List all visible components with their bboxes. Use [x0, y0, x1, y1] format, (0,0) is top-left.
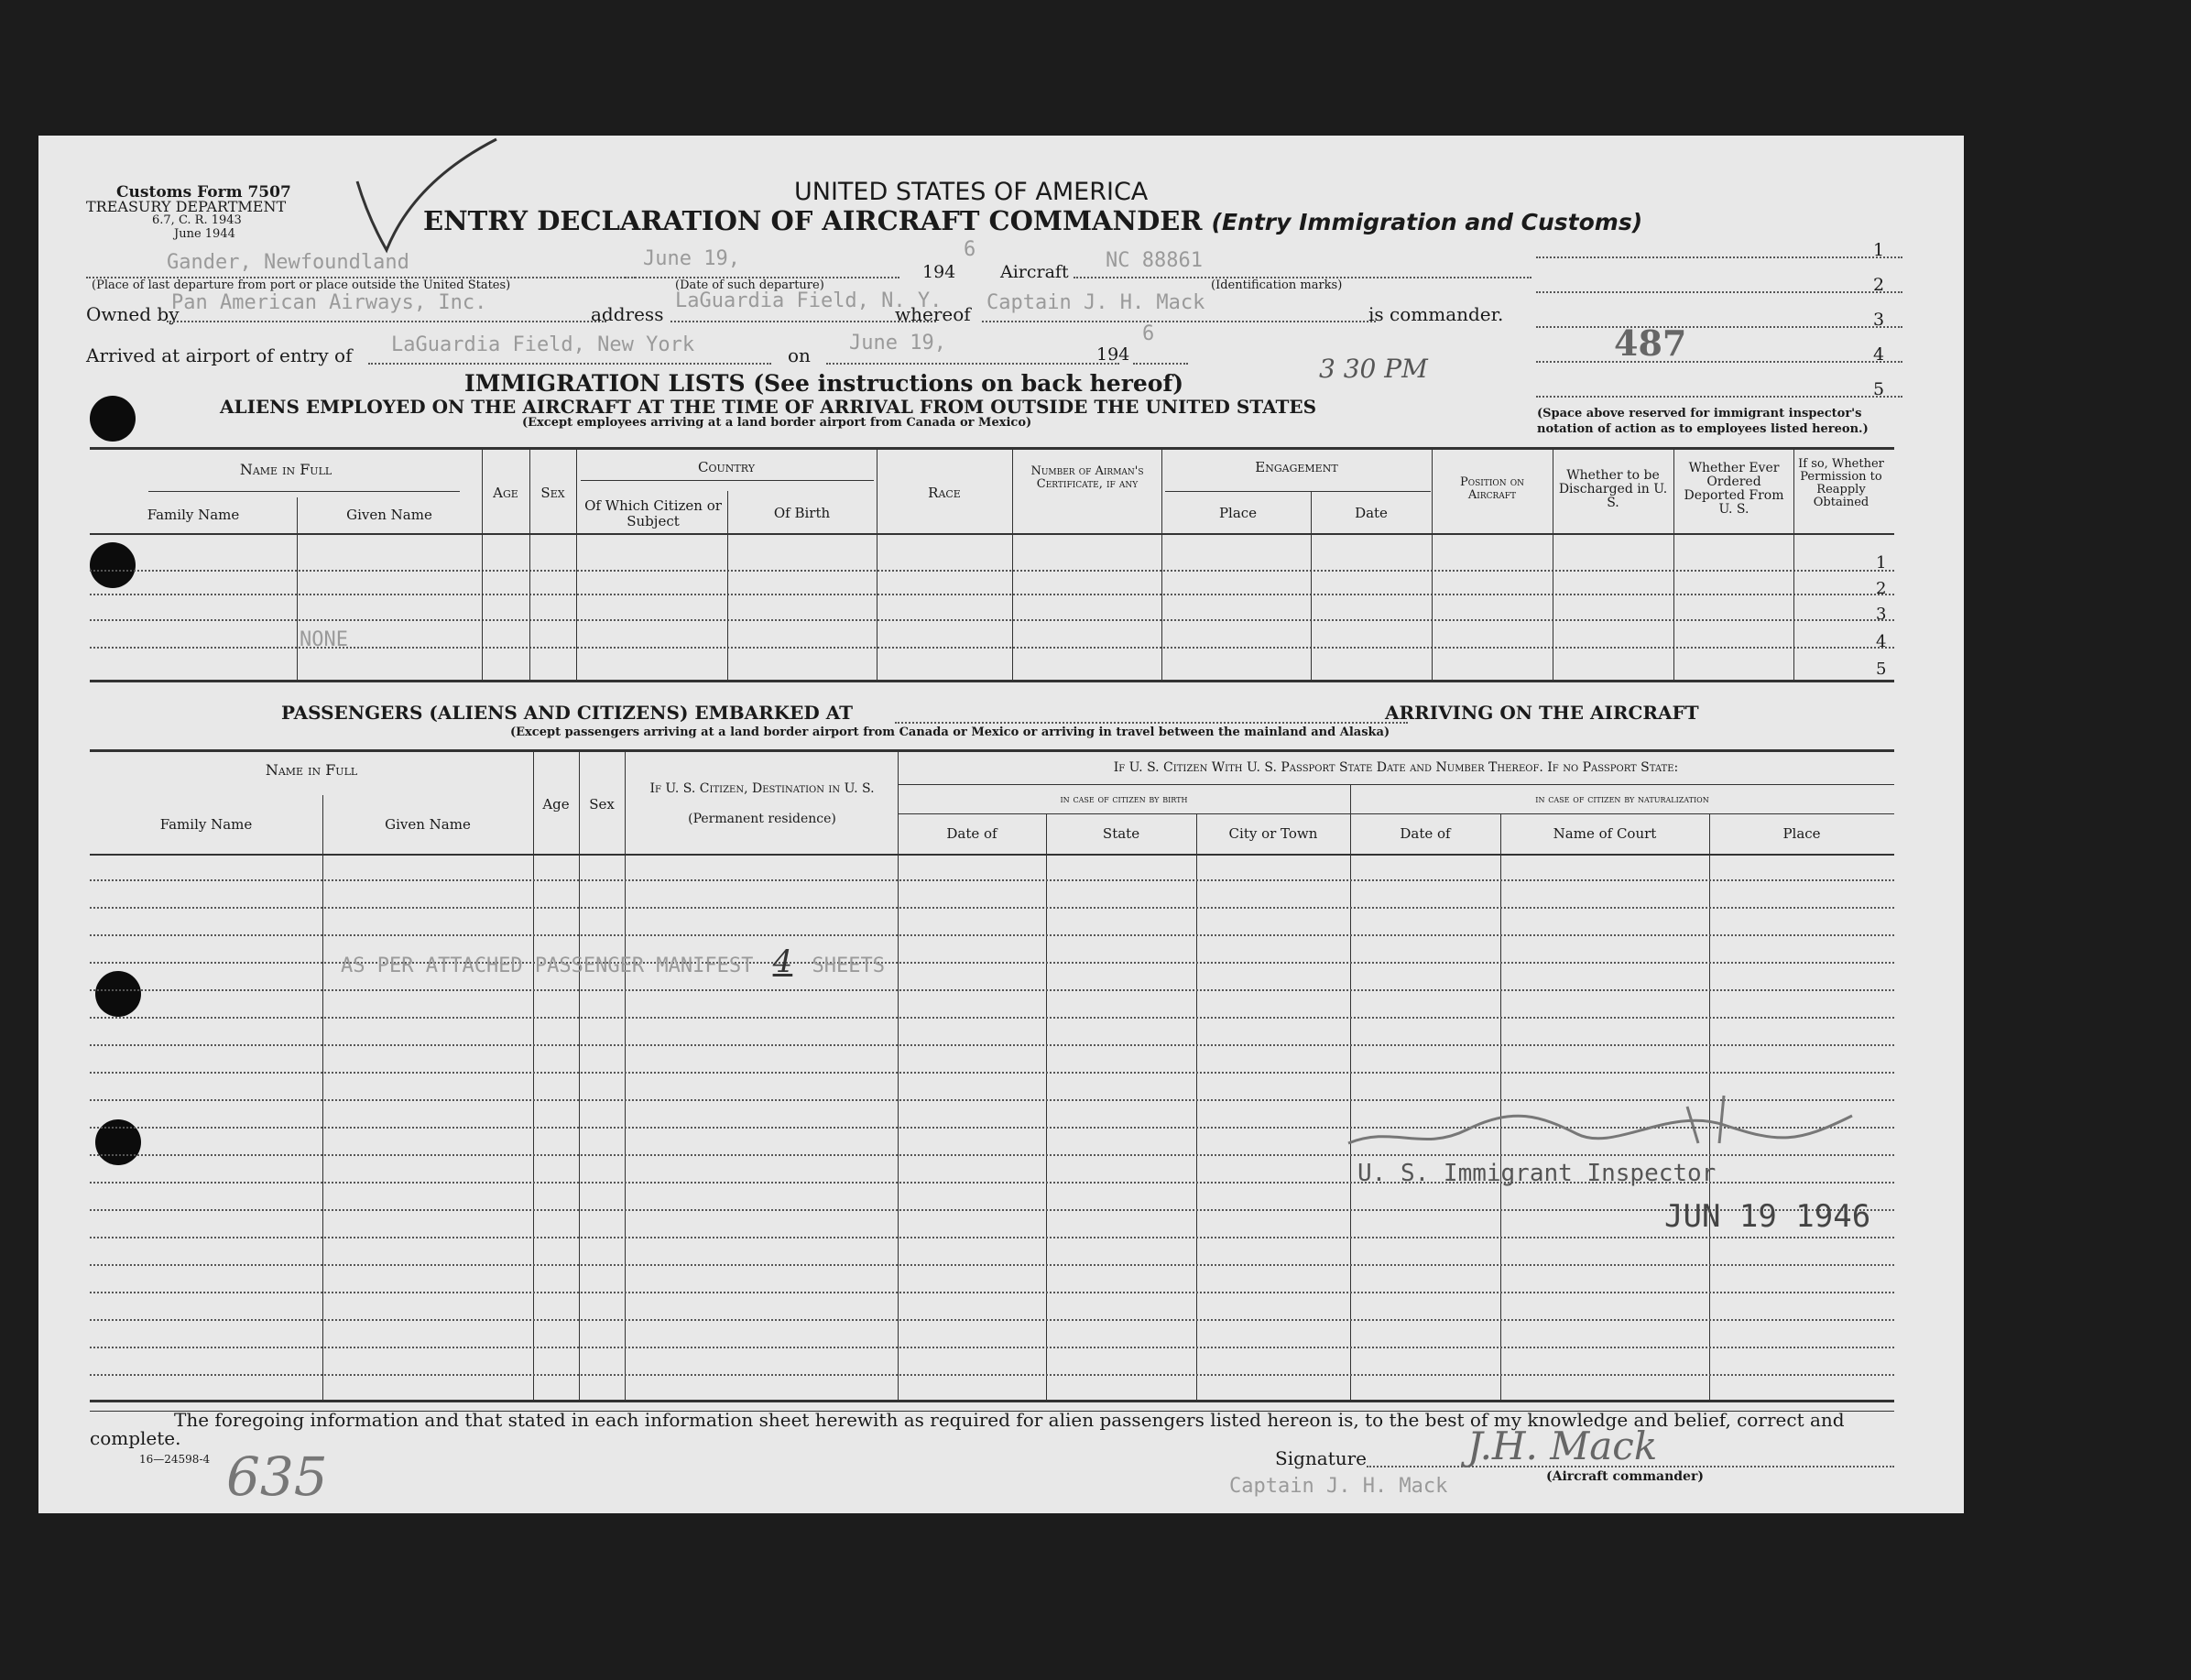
inspector-caption-2: notation of action as to employees listed hereon.): [1537, 422, 1869, 436]
inspector-line-1: 1: [1873, 240, 1885, 260]
departure-place-caption: (Place of last departure from port or place outside the United States): [92, 278, 511, 292]
aliens-header-sex: Sex: [540, 485, 565, 501]
passengers-header-place: Place: [1782, 825, 1821, 842]
passengers-header-passport: If U. S. Citizen With U. S. Passport State Date and Number Thereof. If no Passport State:: [1113, 760, 1679, 775]
arrival-date: June 19,: [849, 332, 946, 355]
aliens-header-age: Age: [493, 485, 518, 501]
owned-by-label: Owned by: [86, 303, 180, 325]
aliens-header-position: Position on Aircraft: [1459, 475, 1525, 502]
title-paren: (Entry Immigration and Customs): [1211, 209, 1643, 235]
address-value: LaGuardia Field, N. Y.: [675, 289, 943, 312]
aliens-none-entry: NONE: [300, 628, 348, 651]
page-title: [423, 205, 1642, 236]
passengers-header-destination: If U. S. Citizen, Destination in U. S.: [649, 781, 875, 796]
check-mark-icon: [350, 136, 506, 255]
is-commander-label: is commander.: [1368, 303, 1504, 325]
commander-signature: J.H. Mack: [1467, 1424, 1658, 1468]
inspector-stamp-number: 487: [1614, 322, 1687, 364]
signature-caption: (Aircraft commander): [1546, 1469, 1704, 1484]
punch-hole: [95, 971, 141, 1017]
manifest-count: 4: [772, 944, 793, 980]
aircraft-value: NC 88861: [1106, 249, 1203, 272]
handwritten-number: 635: [226, 1445, 328, 1508]
inspector-date-stamp: JUN 19 1946: [1664, 1198, 1871, 1235]
aliens-row-number: 2: [1876, 579, 1887, 598]
aliens-header-given: Given Name: [346, 507, 432, 523]
immigration-title: IMMIGRATION LISTS (See instructions on back hereof): [464, 370, 1184, 397]
aliens-header-date: Date: [1355, 505, 1388, 521]
punch-hole: [90, 542, 136, 588]
commander-value: Captain J. H. Mack: [986, 291, 1205, 314]
punch-hole: [90, 396, 136, 442]
aliens-header-deported: Whether Ever Ordered Deported From U. S.: [1684, 461, 1784, 517]
inspector-line-5: 5: [1873, 379, 1885, 399]
aliens-header-airman: Number of Airman's Certificate, if any: [1030, 464, 1144, 491]
aliens-row-number: 1: [1876, 553, 1887, 573]
immigration-note: (Except employees arriving at a land border airport from Canada or Mexico): [522, 416, 1032, 430]
whereof-label: whereof: [895, 303, 971, 325]
inspector-line-4: 4: [1873, 344, 1885, 365]
passengers-note: (Except passengers arriving at a land border airport from Canada or Mexico or arriving in travel between the mainland and Alaska): [510, 725, 1390, 739]
aliens-header-citizen: Of Which Citizen or Subject: [584, 497, 722, 529]
aliens-header-race: Race: [928, 485, 961, 501]
aliens-row-number: 4: [1876, 632, 1887, 651]
inspector-line-2: 2: [1873, 275, 1885, 295]
passengers-header-given: Given Name: [385, 816, 471, 833]
passengers-header-name: Name in Full: [265, 761, 358, 779]
passengers-header-court: Name of Court: [1553, 825, 1657, 842]
aircraft-label: Aircraft: [1000, 262, 1069, 282]
departure-date: June 19,: [643, 247, 740, 270]
signature-label: Signature: [1275, 1447, 1368, 1469]
aliens-header-engagement: Engagement: [1255, 459, 1338, 475]
form-number: Customs Form 7507: [116, 183, 291, 202]
signature-name: Captain J. H. Mack: [1229, 1475, 1448, 1498]
arrival-on-label: on: [788, 344, 811, 366]
address-label: address: [591, 303, 664, 325]
aliens-header-discharged: Whether to be Discharged in U. S.: [1558, 468, 1668, 510]
manifest-note: [341, 944, 885, 980]
declaration-text: The foregoing information and that stated in each information sheet herewith as required for alien passengers listed hereon is, to the best of my knowledge and belief, correct and: [174, 1409, 1845, 1431]
aliens-header-family: Family Name: [147, 507, 240, 523]
arrival-year-digit: 6: [1142, 322, 1155, 345]
form-paper: [38, 136, 1964, 1513]
passengers-header-family: Family Name: [159, 816, 253, 833]
passengers-header-state: State: [1102, 825, 1140, 842]
manifest-sheets: SHEETS: [812, 955, 885, 977]
arrival-airport: LaGuardia Field, New York: [391, 333, 695, 356]
passengers-header-permanent: (Permanent residence): [688, 812, 836, 826]
inspector-line-3: 3: [1873, 310, 1885, 330]
regulation: 6.7, C. R. 1943: [152, 213, 242, 227]
aliens-header-name: Name in Full: [239, 461, 332, 478]
arrival-year-prefix: 194: [1096, 344, 1130, 365]
passengers-header-date-of-2: Date of: [1400, 825, 1451, 842]
passengers-header-age: Age: [542, 796, 570, 813]
arrival-label: Arrived at airport of entry of: [86, 344, 353, 366]
title-country: UNITED STATES OF AMERICA: [794, 178, 1149, 206]
passengers-header-by-birth: in case of citizen by birth: [1060, 792, 1188, 805]
aircraft-caption: (Identification marks): [1211, 278, 1343, 292]
print-code: 16—24598-4: [139, 1453, 211, 1466]
owned-by-value: Pan American Airways, Inc.: [171, 291, 487, 314]
aliens-row-number: 3: [1876, 605, 1887, 624]
aliens-header-birth: Of Birth: [773, 505, 831, 521]
departure-place: Gander, Newfoundland: [167, 251, 409, 274]
departure-date-caption: (Date of such departure): [675, 278, 824, 292]
arrival-time-note: 3 30 PM: [1319, 354, 1428, 384]
title-main: ENTRY DECLARATION OF AIRCRAFT COMMANDER: [423, 205, 1203, 236]
declaration-text-2: complete.: [90, 1427, 181, 1449]
aliens-header-country: Country: [698, 459, 755, 475]
passengers-title-left: PASSENGERS (ALIENS AND CITIZENS) EMBARKED AT: [281, 702, 854, 724]
department: TREASURY DEPARTMENT: [86, 198, 287, 215]
aliens-header-reapply: If so, Whether Permission to Reapply Obtained: [1798, 457, 1884, 509]
passengers-header-date-of: Date of: [946, 825, 997, 842]
passengers-header-sex: Sex: [589, 796, 615, 813]
inspector-signature: [1339, 1088, 1907, 1162]
edition: June 1944: [174, 227, 235, 241]
passengers-header-by-naturalization: in case of citizen by naturalization: [1535, 792, 1709, 805]
manifest-text: AS PER ATTACHED PASSENGER MANIFEST: [341, 955, 754, 977]
aliens-row-number: 5: [1876, 660, 1887, 679]
aliens-header-place: Place: [1218, 505, 1258, 521]
passengers-header-city: City or Town: [1228, 825, 1318, 842]
passengers-title-right: ARRIVING ON THE AIRCRAFT: [1385, 702, 1699, 724]
immigration-subtitle: ALIENS EMPLOYED ON THE AIRCRAFT AT THE TIME OF ARRIVAL FROM OUTSIDE THE UNITED STATES: [220, 396, 1317, 418]
inspector-stamp: U. S. Immigrant Inspector: [1357, 1160, 1717, 1187]
departure-year-prefix: 194: [922, 262, 956, 282]
inspector-caption-1: (Space above reserved for immigrant inspector's: [1537, 407, 1862, 420]
departure-year-digit: 6: [964, 238, 976, 261]
